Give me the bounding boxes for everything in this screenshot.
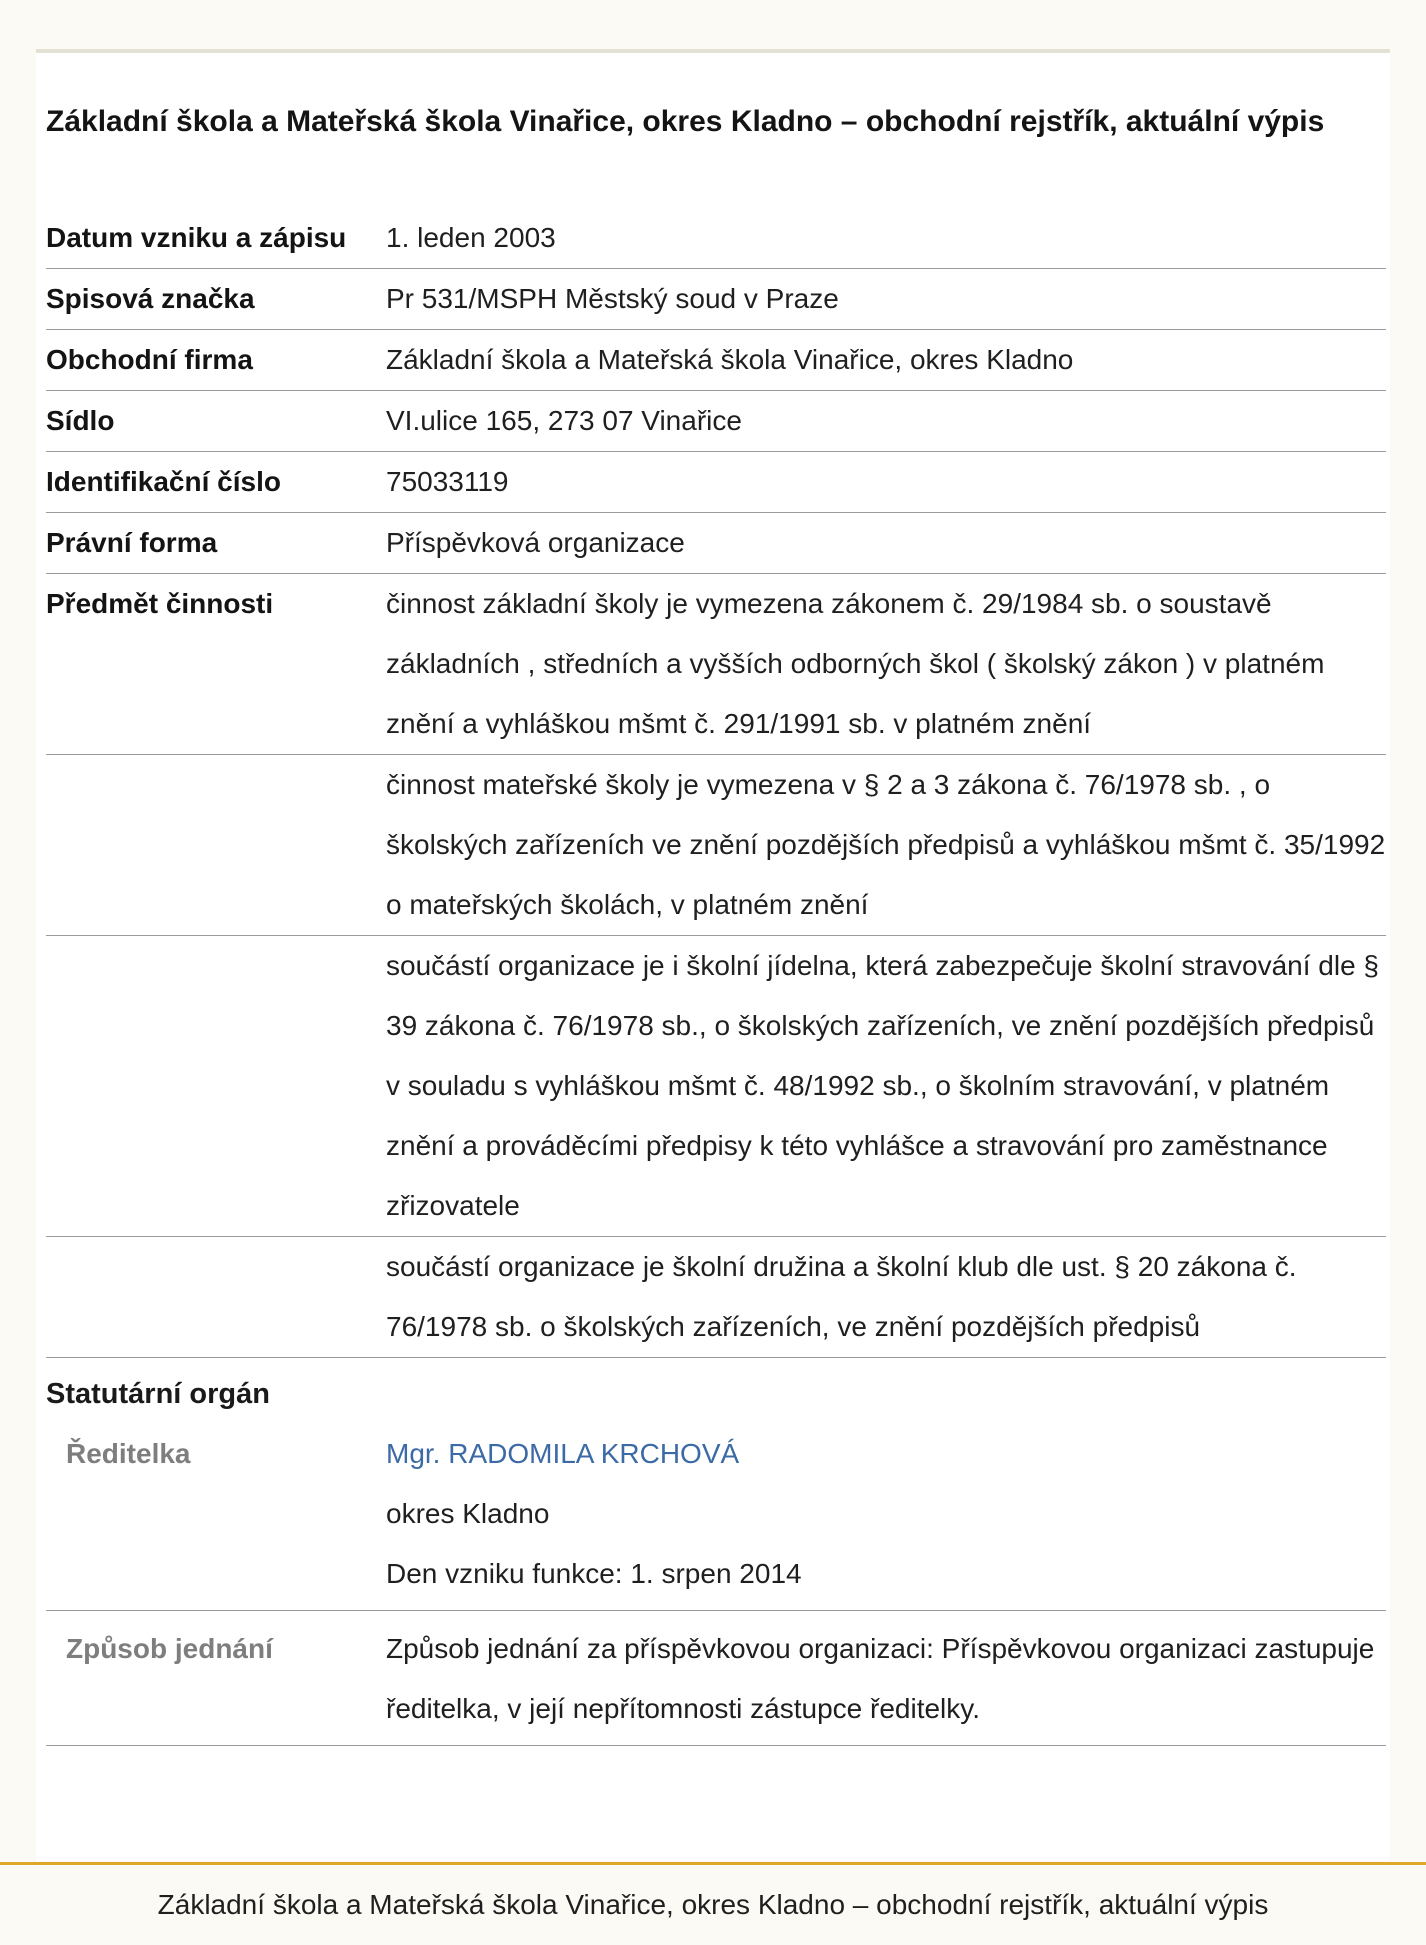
- acting-manner-label: Způsob jednání: [46, 1611, 386, 1746]
- director-label: Ředitelka: [46, 1424, 386, 1611]
- director-name-link[interactable]: Mgr. RADOMILA KRCHOVÁ: [386, 1438, 740, 1469]
- founded-value: 1. leden 2003: [386, 207, 1386, 269]
- row-acting-manner: [46, 1611, 1386, 1746]
- file-number-label: Spisová značka: [46, 269, 386, 330]
- business-name-value: Základní škola a Mateřská škola Vinařice, okres Kladno: [386, 330, 1386, 391]
- activity-item: součástí organizace je školní družina a školní klub dle ust. § 20 zákona č. 76/1978 sb. o školských zařízeních, ve znění pozdějších předpisů: [386, 1237, 1386, 1358]
- row-statutory-heading: [46, 1358, 1386, 1425]
- row-director: [46, 1424, 1386, 1611]
- director-since: Den vzniku funkce: 1. srpen 2014: [386, 1558, 802, 1589]
- register-table: [46, 207, 1386, 1746]
- founded-label: Datum vzniku a zápisu: [46, 207, 386, 269]
- acting-manner-value: Způsob jednání za příspěvkovou organizaci: Příspěvkovou organizaci zastupuje ředitelka, v její nepřítomnosti zástupce ředitelky.: [386, 1611, 1386, 1746]
- activity-item: činnost základní školy je vymezena zákonem č. 29/1984 sb. o soustavě základních , středních a vyšších odborných škol ( školský zákon ) v platném znění a vyhláškou mšmt č. 291/1991 sb. v platném znění: [386, 574, 1386, 755]
- empty-label-cell: [46, 755, 386, 936]
- footer-text: Základní škola a Mateřská škola Vinařice, okres Kladno – obchodní rejstřík, aktuální výpis: [157, 1889, 1269, 1920]
- seat-value: VI.ulice 165, 273 07 Vinařice: [386, 391, 1386, 452]
- register-card: [36, 53, 1390, 1861]
- legal-form-value: Příspěvková organizace: [386, 513, 1386, 574]
- director-details: [386, 1424, 1386, 1611]
- statutory-heading: Statutární orgán: [46, 1378, 270, 1410]
- empty-label-cell: [46, 936, 386, 1237]
- empty-label-cell: [46, 1237, 386, 1358]
- footer: [0, 1865, 1426, 1938]
- row-id-number: [46, 452, 1386, 513]
- id-number-value: 75033119: [386, 452, 1386, 513]
- activity-item: činnost mateřské školy je vymezena v § 2 a 3 zákona č. 76/1978 sb. , o školských zařízeních ve znění pozdějších předpisů a vyhláškou mšmt č. 35/1992 o mateřských školách, v platném znění: [386, 755, 1386, 936]
- row-activity: [46, 1237, 1386, 1358]
- row-activity: [46, 755, 1386, 936]
- id-number-label: Identifikační číslo: [46, 452, 386, 513]
- row-file-number: [46, 269, 1386, 330]
- row-legal-form: [46, 513, 1386, 574]
- director-district: okres Kladno: [386, 1498, 550, 1529]
- seat-label: Sídlo: [46, 391, 386, 452]
- file-number-value: Pr 531/MSPH Městský soud v Praze: [386, 269, 1386, 330]
- row-business-name: [46, 330, 1386, 391]
- activity-item: součástí organizace je i školní jídelna, která zabezpečuje školní stravování dle § 39 zákona č. 76/1978 sb., o školských zařízeních, ve znění pozdějších předpisů v souladu s vyhláškou mšmt č. 48/1992 sb., o školním stravování, v platném znění a prováděcími předpisy k této vyhlášce a stravování pro zaměstnance zřizovatele: [386, 936, 1386, 1237]
- business-name-label: Obchodní firma: [46, 330, 386, 391]
- row-activity: [46, 574, 1386, 755]
- row-founded: [46, 207, 1386, 269]
- row-activity: [46, 936, 1386, 1237]
- activity-label: Předmět činnosti: [46, 574, 386, 755]
- page-title: Základní škola a Mateřská škola Vinařice, okres Kladno – obchodní rejstřík, aktuální výpis: [46, 105, 1325, 138]
- row-seat: [46, 391, 1386, 452]
- legal-form-label: Právní forma: [46, 513, 386, 574]
